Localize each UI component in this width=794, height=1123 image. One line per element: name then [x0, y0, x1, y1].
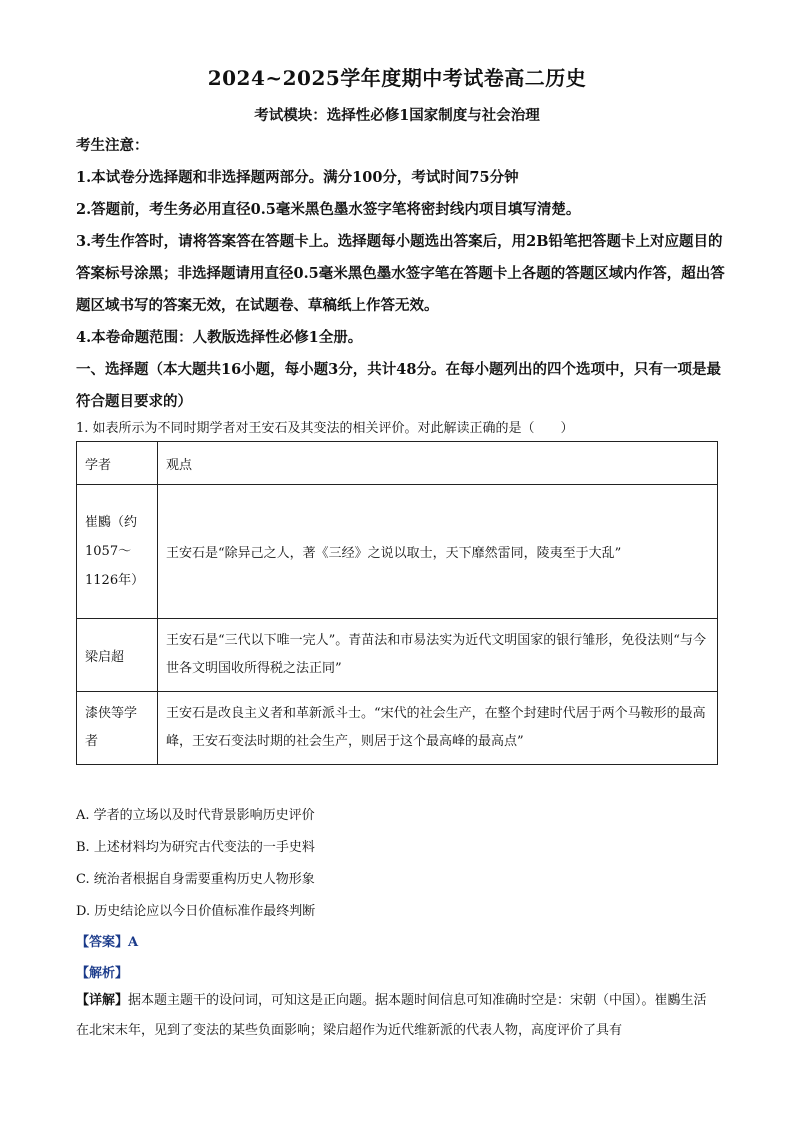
answer-label: 【答案】A [76, 935, 139, 950]
notice-item-3: 3.考生作答时，请将答案答在答题卡上。选择题每小题选出答案后，用2B铅笔把答题卡上对应题目的答案标号涂黑；非选择题请用直径0.5毫米黑色墨水签字笔在答题卡上各题的答题区域内作答，超出答题区域书写的答案无效，在试题卷、草稿纸上作答无效。 [76, 233, 725, 314]
table-cell-view: 王安石是“除异己之人，著《三经》之说以取士，天下靡然雷同，陵夷至于大乱” [158, 485, 718, 619]
table-row [77, 485, 718, 619]
section-heading: 一、选择题（本大题共16小题，每小题3分，共计48分。在每小题列出的四个选项中，只有一项是最符合题目要求的） [76, 361, 721, 410]
detail-paragraph [76, 986, 716, 1046]
option-d: D. 历史结论应以今日价值标准作最终判断 [76, 904, 316, 919]
table-header-row [77, 442, 718, 485]
notice-item-2: 2.答题前，考生务必用直径0.5毫米黑色墨水签字笔将密封线内项目填写清楚。 [76, 201, 581, 218]
table-row [77, 692, 718, 765]
table-cell-scholar: 漆侠等学者 [77, 692, 158, 765]
evaluation-table [76, 441, 718, 765]
table-cell-view: 王安石是改良主义者和革新派斗士。“宋代的社会生产，在整个封建时代居于两个马鞍形的最高峰，王安石变法时期的社会生产，则居于这个最高峰的最高点” [158, 692, 718, 765]
table-cell-view: 王安石是“三代以下唯一完人”。青苗法和市易法实为近代文明国家的银行雏形，免役法则“与今世各文明国收所得税之法正同” [158, 619, 718, 692]
page-title: 2024~2025学年度期中考试卷高二历史 [207, 66, 587, 90]
notice-heading: 考生注意： [76, 137, 149, 154]
option-b: B. 上述材料均为研究古代变法的一手史料 [76, 840, 315, 855]
notice-block [76, 130, 726, 418]
notice-item-1: 1.本试卷分选择题和非选择题两部分。满分100分，考试时间75分钟 [76, 169, 519, 186]
table-row [77, 619, 718, 692]
option-a: A. 学者的立场以及时代背景影响历史评价 [76, 808, 315, 823]
detail-tag: 【详解】 [76, 993, 129, 1008]
exam-module-subtitle: 考试模块：选择性必修1国家制度与社会治理 [254, 107, 540, 124]
notice-item-4: 4.本卷命题范围：人教版选择性必修1全册。 [76, 329, 363, 346]
analysis-label: 【解析】 [76, 966, 129, 981]
detail-text: 据本题主题干的设问词，可知这是正向题。据本题时间信息可知准确时空是：宋朝（中国）。崔鶠生活在北宋末年，见到了变法的某些负面影响；梁启超作为近代维新派的代表人物，高度评价了具有 [76, 993, 707, 1038]
table-cell-scholar: 梁启超 [77, 619, 158, 692]
question-stem: 1. 如表所示为不同时期学者对王安石及其变法的相关评价。对此解读正确的是（ ） [76, 421, 574, 436]
table-header-scholar: 学者 [77, 442, 158, 485]
table-cell-scholar: 崔鶠（约1057～1126年） [77, 485, 158, 619]
option-c: C. 统治者根据自身需要重构历史人物形象 [76, 872, 315, 887]
answer-options [76, 806, 315, 934]
table-header-view: 观点 [158, 442, 718, 485]
